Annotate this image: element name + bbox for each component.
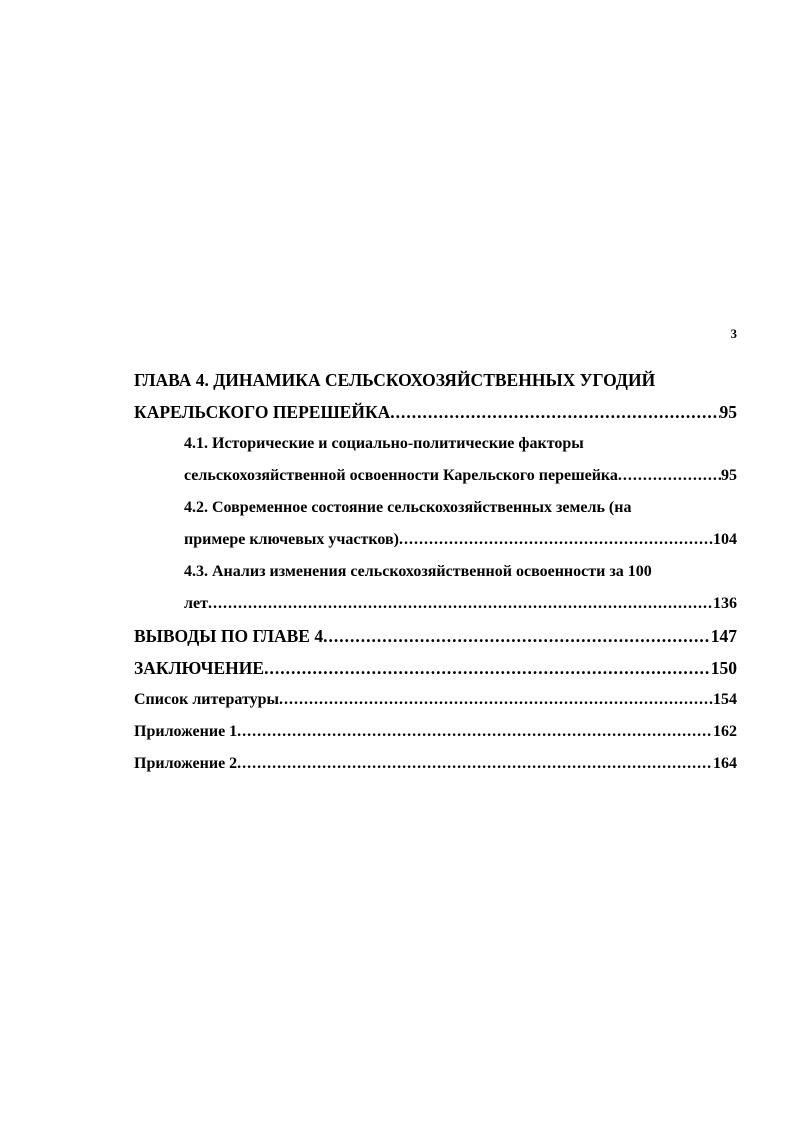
dot-leader — [237, 716, 713, 748]
toc-references — [134, 684, 737, 716]
toc-entry-text: ЗАКЛЮЧЕНИЕ — [134, 658, 265, 678]
toc-entry-text: Список литературы — [134, 691, 279, 708]
toc-chapter-4-entry — [134, 396, 737, 428]
toc-entry-text: лет — [184, 595, 208, 612]
dot-leader — [618, 460, 721, 492]
toc-entry-text: КАРЕЛЬСКОГО ПЕРЕШЕЙКА — [134, 402, 391, 422]
toc-section-4-3-entry — [134, 588, 737, 620]
toc-page-number: 154 — [713, 691, 737, 708]
toc-chapter-4-title: ГЛАВА 4. ДИНАМИКА СЕЛЬСКОХОЗЯЙСТВЕННЫХ УГОДИЙ — [134, 370, 656, 390]
toc-page-number: 95 — [719, 402, 737, 422]
dot-leader — [390, 396, 719, 428]
toc-section-4-1-entry — [134, 460, 737, 492]
dot-leader — [237, 748, 713, 780]
table-of-contents — [134, 364, 737, 780]
toc-page-number: 95 — [721, 467, 737, 484]
toc-entry-text: ВЫВОДЫ ПО ГЛАВЕ 4 — [134, 626, 324, 646]
dot-leader — [279, 684, 713, 716]
toc-conclusion — [134, 652, 737, 684]
toc-page-number: 136 — [713, 595, 737, 612]
toc-entry-text: сельскохозяйственной освоенности Карельского перешейка — [184, 467, 618, 484]
dot-leader — [399, 524, 713, 556]
toc-entry-text: Приложение 1 — [134, 723, 238, 740]
toc-section-4-2-entry — [134, 524, 737, 556]
toc-conclusions-chapter-4 — [134, 620, 737, 652]
dot-leader — [264, 652, 711, 684]
toc-page-number: 162 — [713, 723, 737, 740]
page-number: 3 — [730, 326, 737, 341]
toc-section-4-1-title: 4.1. Исторические и социально-политические факторы — [184, 435, 584, 452]
toc-appendix-2 — [134, 748, 737, 780]
toc-page-number: 104 — [713, 531, 737, 548]
toc-page-number: 147 — [710, 626, 737, 646]
toc-section-4-2-title: 4.2. Современное состояние сельскохозяйственных земель (на — [184, 499, 632, 516]
toc-entry-text: Приложение 2 — [134, 755, 238, 772]
toc-page-number: 164 — [713, 755, 737, 772]
dot-leader — [323, 620, 711, 652]
toc-appendix-1 — [134, 716, 737, 748]
dot-leader — [208, 588, 713, 620]
toc-page-number: 150 — [710, 658, 737, 678]
toc-section-4-3-title: 4.3. Анализ изменения сельскохозяйственной освоенности за 100 — [184, 563, 652, 580]
toc-entry-text: примере ключевых участков) — [184, 531, 399, 548]
